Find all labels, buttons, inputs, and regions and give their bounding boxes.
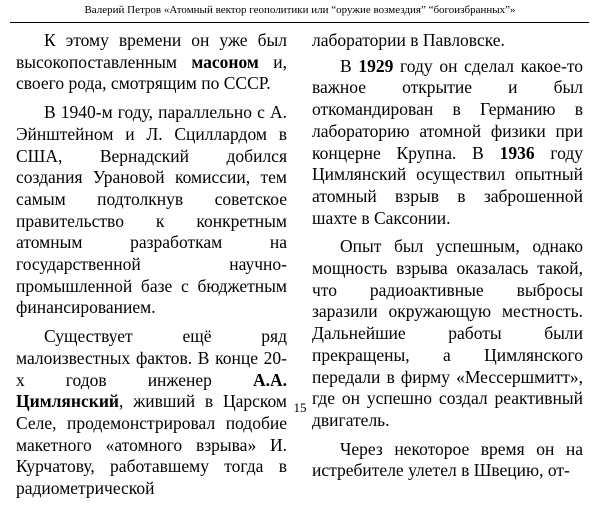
bold-year: 1929 bbox=[358, 55, 394, 76]
right-paragraph-3: Опыт был успешным, однако мощность взрыва оказалась такой, что радиоактивные выбросы заразили окружающую местность. Дальнейшие работы были прекращены, а Цимлянского передали в фирму «Мессершмитт», где он успешно создал реактивный двигатель. bbox=[312, 236, 583, 430]
right-paragraph-2 bbox=[312, 56, 583, 230]
running-header: Валерий Петров «Атомный вектор геополитики или “оружие возмездия” “богоизбранных”» bbox=[84, 4, 516, 16]
text-run: году Цимлянский осуществил опытный атомный взрыв в заброшенной шахте в Саксонии. bbox=[312, 142, 583, 228]
left-column bbox=[16, 30, 287, 507]
bold-term: масоном bbox=[191, 51, 259, 72]
left-paragraph-2: В 1940-м году, параллельно с А. Эйнштейном и Л. Сциллардом в США, Вернадский добился создания Урановой комиссии, тем самым подтолкнув советское правительство к конкретным атомным разработкам на государственной научно-промышленной базе с бюджетным финансированием. bbox=[16, 102, 287, 318]
text-run: К этому времени он уже был высокопоставленным bbox=[16, 30, 287, 72]
header-rule bbox=[10, 22, 589, 23]
left-paragraph-1 bbox=[16, 30, 287, 95]
right-paragraph-4: Через некоторое время он на истребителе улетел в Швецию, от- bbox=[312, 438, 583, 481]
text-run: году он сделал какое-то важное открытие и был откомандирован в Германию в лабораторию атомной физики при концерне Крупна. В bbox=[312, 55, 583, 163]
text-run: Существует ещё ряд малоизвестных фактов. В конце 20-х годов инженер bbox=[16, 326, 287, 390]
page-number: 15 bbox=[293, 400, 307, 415]
bold-name: А.А. Цимлянский bbox=[16, 369, 287, 412]
text-run: и, своего рода, смотрящим по СССР. bbox=[16, 51, 287, 94]
right-paragraph-1: лаборатории в Павловске. bbox=[312, 30, 505, 50]
right-column bbox=[312, 30, 583, 489]
text-run: , живший в Царском Селе, продемонстрировал подобие макетного «атомного взрыва» И. Курчатову, работавшему тогда в радиометрической bbox=[16, 391, 287, 499]
bold-year: 1936 bbox=[499, 142, 535, 163]
text-run: В bbox=[340, 55, 359, 76]
